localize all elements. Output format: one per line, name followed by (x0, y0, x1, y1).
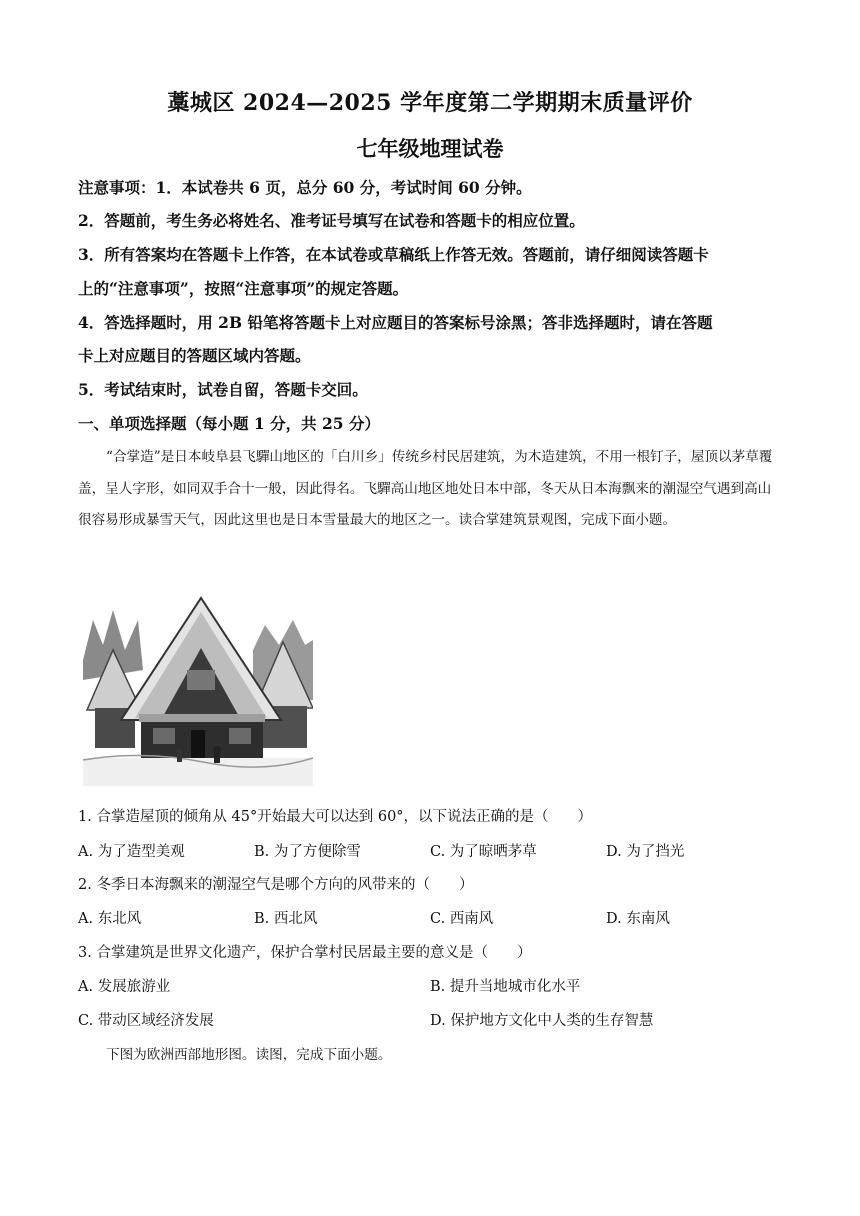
gassho-house-photo (83, 590, 313, 786)
question-2-option-b[interactable]: B. 西北风 (254, 911, 318, 927)
question-3-option-d[interactable]: D. 保护地方文化中人类的生存智慧 (430, 1013, 654, 1029)
note-line-7: 5．考试结束时，试卷自留，答题卡交回。 (78, 380, 368, 399)
note-line-2: 2．答题前，考生务必将姓名、准考证号填写在试卷和答题卡的相应位置。 (78, 211, 585, 230)
question-2-option-d[interactable]: D. 东南风 (606, 911, 670, 927)
question-3-option-c[interactable]: C. 带动区域经济发展 (78, 1013, 214, 1029)
question-3-option-a[interactable]: A. 发展旅游业 (78, 979, 171, 995)
passage-gassho: “合掌造”是日本岐阜县飞驒山地区的「白川乡」传统乡村民居建筑，为木造建筑，不用一根钉子，屋顶以茅草覆盖，呈人字形，如同双手合十一般，因此得名。飞驒高山地区地处日本中部，冬天从日本海飘来的潮湿空气遇到高山很容易形成暴雪天气，因此这里也是日本雪量最大的地区之一。读合掌建筑景观图，完成下面小题。 (78, 449, 773, 528)
question-1-option-c[interactable]: C. 为了晾晒茅草 (430, 844, 537, 860)
note-line-5: 4．答选择题时，用 2B 铅笔将答题卡上对应题目的答案标号涂黑；答非选择题时，请在答题 (78, 313, 713, 332)
section-heading: 一、单项选择题（每小题 1 分，共 25 分） (78, 414, 380, 433)
question-1-option-b[interactable]: B. 为了方便除雪 (254, 844, 361, 860)
question-3-stem: 3. 合掌建筑是世界文化遗产，保护合掌村民居最主要的意义是（ ） (78, 945, 532, 961)
question-2-stem: 2. 冬季日本海飘来的潮湿空气是哪个方向的风带来的（ ） (78, 877, 474, 893)
question-1-stem: 1. 合掌造屋顶的倾角从 45°开始最大可以达到 60°，以下说法正确的是（ ） (78, 809, 593, 825)
note-line-1: 注意事项：1．本试卷共 6 页，总分 60 分，考试时间 60 分钟。 (78, 178, 532, 197)
exam-subtitle: 七年级地理试卷 (356, 136, 504, 161)
question-1-option-d[interactable]: D. 为了挡光 (606, 844, 685, 860)
note-line-4: 上的“注意事项”，按照“注意事项”的规定答题。 (78, 279, 409, 298)
note-line-3: 3．所有答案均在答题卡上作答，在本试卷或草稿纸上作答无效。答题前，请仔细阅读答题卡 (78, 245, 709, 264)
note-line-6: 卡上对应题目的答题区域内答题。 (78, 346, 311, 365)
question-2-option-a[interactable]: A. 东北风 (78, 911, 142, 927)
exam-title: 藁城区 2024—2025 学年度第二学期期末质量评价 (167, 90, 693, 116)
question-2-option-c[interactable]: C. 西南风 (430, 911, 494, 927)
passage-europe-map: 下图为欧洲西部地形图。读图，完成下面小题。 (106, 1047, 392, 1063)
question-3-option-b[interactable]: B. 提升当地城市化水平 (430, 979, 581, 995)
question-1-option-a[interactable]: A. 为了造型美观 (78, 844, 185, 860)
